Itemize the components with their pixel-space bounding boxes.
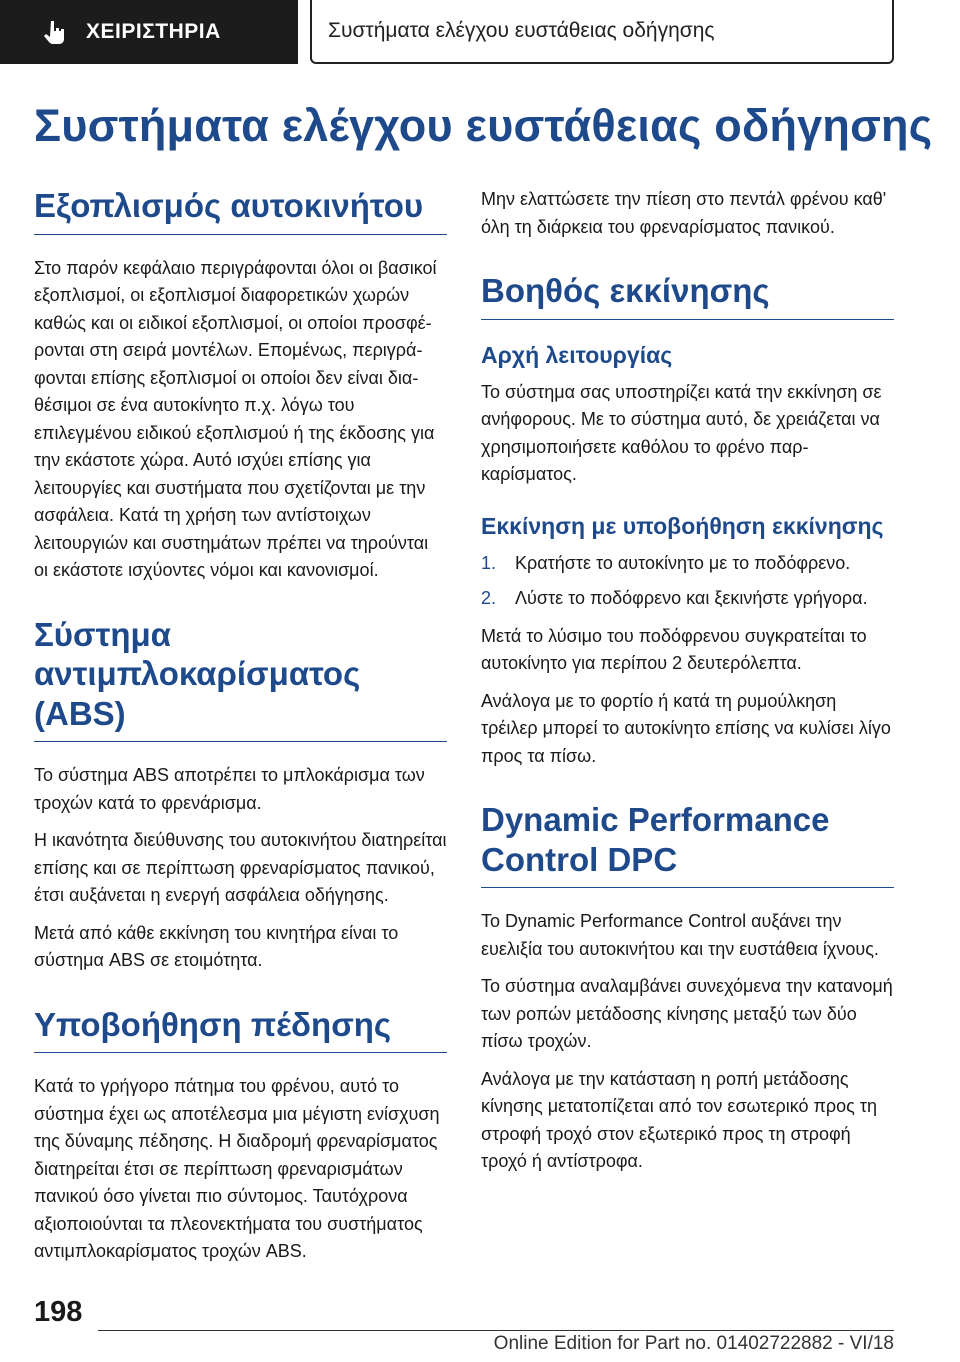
right-column <box>481 186 894 1186</box>
step-text: Λύστε το ποδόφρενο και ξεκινήστε γρήγορα. <box>515 588 868 609</box>
section-title-dpc: Dynamic Performance Control DPC <box>481 800 894 888</box>
step-number: 2. <box>481 588 497 609</box>
section-title-start-assist: Βοηθός εκκίνησης <box>481 271 894 320</box>
list-item <box>481 585 894 613</box>
left-column <box>34 186 447 1276</box>
section-title-equipment: Εξοπλισμός αυτοκινήτου <box>34 186 447 235</box>
footer-divider <box>98 1330 894 1331</box>
step-text: Κρατήστε το αυτοκίνητο με το ποδόφρενο. <box>515 552 851 573</box>
page-number: 198 <box>34 1296 83 1328</box>
paragraph: Κατά το γρήγορο πάτημα του φρένου, αυτό το σύστημα έχει ως αποτέλεσμα μια μέγιστη ενίσχυση της δύναμης πέδησης. Η διαδρομή φρεναρίσματος διατηρείται έτσι σε περίπτωση φρεναρισμάτων πανικού όσο γίνεται πιο σύντομος. Ταυτόχρονα αξιοποιούνται τα πλεονεκτήματα του συστήματος αντιμπλοκαρίσματος τροχών ABS. <box>34 1076 440 1262</box>
paragraph: Το σύστημα σας υποστηρίζει κατά την εκκίνηση σε ανήφορους. Με το σύστημα αυτό, δε χρειάζεται να χρησιμοποιήσετε καθόλου το φρένο παρκαρίσματος. <box>481 381 882 485</box>
paragraph: Μετά το λύσιμο του ποδόφρενου συγκρατείται το αυτοκίνητο για περίπου 2 δευτερόλεπτα. <box>481 625 867 674</box>
paragraph: Μετά από κάθε εκκίνηση του κινητήρα είναι το σύστημα ABS σε ετοιμότητα. <box>34 922 399 971</box>
steps-list <box>481 550 894 613</box>
paragraph: Στο παρόν κεφάλαιο περιγράφονται όλοι οι βασικοί εξοπλισμοί, οι εξοπλισμοί διαφορετικών χωρών καθώς και οι ειδικοί εξοπλισμοί, οι οποίοι προσφέρονται στη σειρά μοντέλων. Επομένως, περιγράφονται επίσης εξοπλισμοί οι οποίοι δεν είναι διαθέσιμοι σε ένα αυτοκίνητο π.χ. λόγω του επιλεγμένου ειδικού εξοπλισμού ή της έκδοσης για την εκάστοτε χώρα. Αυτό ισχύει επίσης για λειτουργίες και συστήματα που σχετίζονται με την ασφάλεια. Κατά τη χρήση των αντίστοιχων λειτουργιών και συστημάτων πρέπει να τηρούνται οι εκάστοτε ισχύοντες νόμοι και κανονισμοί. <box>34 257 437 581</box>
paragraph: Το σύστημα αναλαμβάνει συνεχόμενα την κατανομή των ροπών μετάδοσης κίνησης μεταξύ των δύο πίσω τροχών. <box>481 976 893 1052</box>
pointing-hand-icon <box>40 18 68 46</box>
paragraph: Ανάλογα με το φορτίο ή κατά τη ρυμούλκηση τρέιλερ μπορεί το αυτοκίνητο επίσης να κυλίσει λίγο προς τα πίσω. <box>481 690 891 766</box>
paragraph: Το Dynamic Performance Control αυξάνει την ευελιξία του αυτοκινήτου και την ευστάθεια ίχνους. <box>481 911 879 959</box>
paragraph: Το σύστημα ABS αποτρέπει το μπλοκάρισμα των τροχών κατά το φρενάρισμα. <box>34 765 425 813</box>
paragraph: Ανάλογα με την κατάσταση η ροπή μετάδοσης κίνησης μετατοπίζεται από τον εσωτερικό προς τη στροφή τροχό στον εξωτερικό προς τη στροφή τροχό ή αντίστροφα. <box>481 1068 877 1172</box>
paragraph: Η ικανότητα διεύθυνσης του αυτοκινήτου διατηρείται επίσης και σε περίπτωση φρεναρίσματος πανικού, έτσι αυξάνεται η ενεργή ασφάλεια οδήγησης. <box>34 830 447 906</box>
list-item <box>481 550 894 578</box>
paragraph: Μην ελαττώσετε την πίεση στο πεντάλ φρένου καθ' όλη τη διάρκεια του φρεναρίσματος πανικού. <box>481 189 887 237</box>
section-title-brake-assist: Υποβοήθηση πέδησης <box>34 1005 447 1054</box>
section-title-abs: Σύστημα αντιμπλοκαρίσματος (ABS) <box>34 615 447 743</box>
header-tab[interactable] <box>0 0 298 64</box>
subsection-title-start: Εκκίνηση με υποβοήθηση εκκίνησης <box>481 512 884 539</box>
subsection-title-principle: Αρχή λειτουργίας <box>481 341 673 368</box>
header-tab-label: ΧΕΙΡΙΣΤΗΡΙΑ <box>86 20 221 43</box>
breadcrumb[interactable]: Συστήματα ελέγχου ευστάθειας οδήγησης <box>310 0 894 64</box>
step-number: 1. <box>481 552 497 573</box>
page-title: Συστήματα ελέγχου ευστάθειας οδήγησης <box>34 100 933 151</box>
footer-edition: Online Edition for Part no. 01402722882 - VI/18 <box>493 1333 894 1354</box>
